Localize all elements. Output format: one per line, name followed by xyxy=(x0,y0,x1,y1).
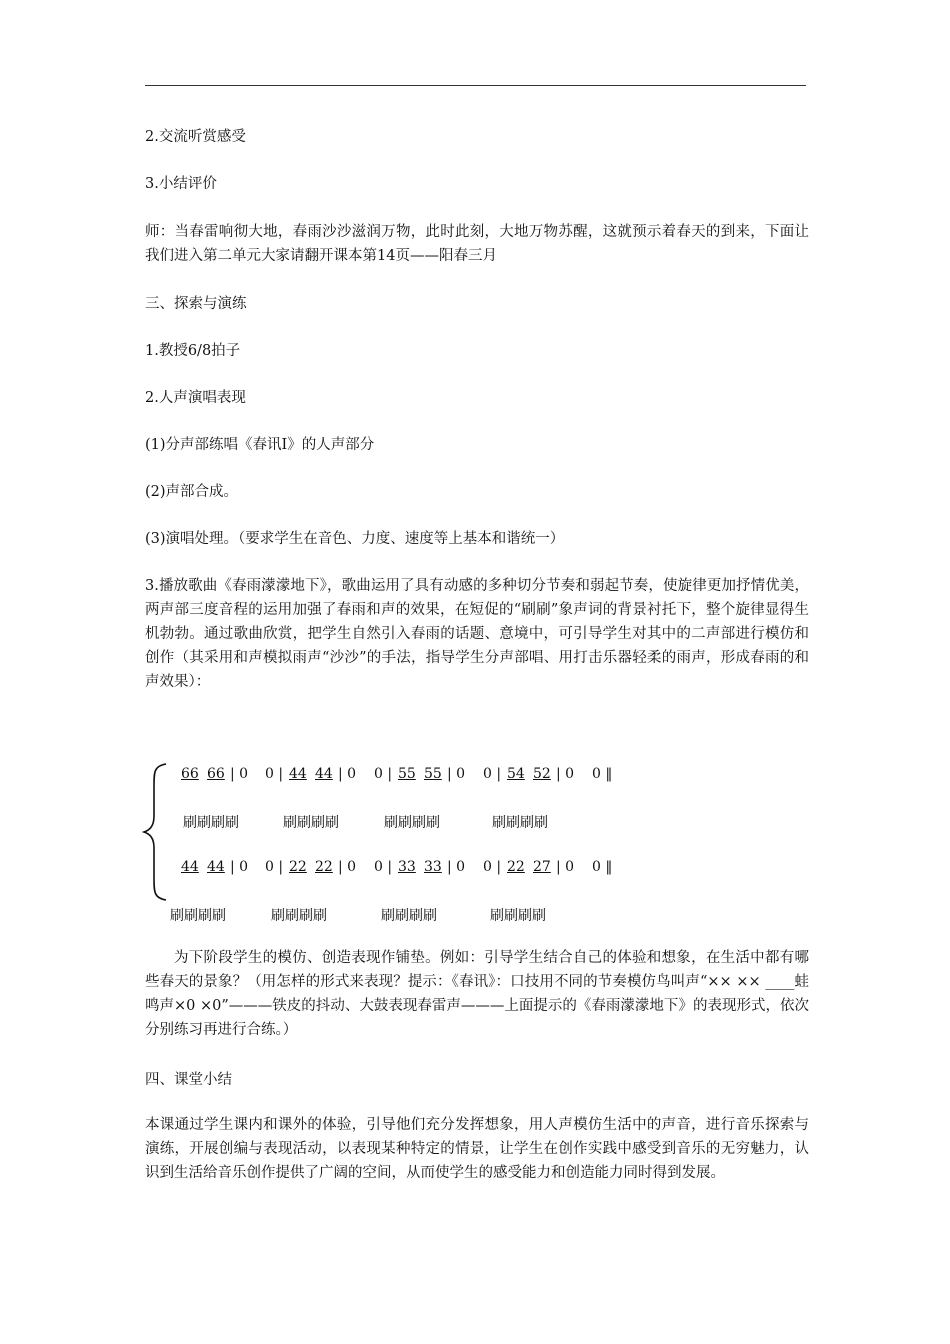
note: 52 xyxy=(533,766,551,782)
note: 55 xyxy=(398,766,416,782)
rest-barline: 0 | xyxy=(483,766,502,782)
barline-rest: | 0 xyxy=(556,859,575,875)
teacher-text: 师：当春雷响彻大地，春雨沙沙滋润万物，此时此刻，大地万物苏醒，这就预示着春天的到来，下面让我们进入第二单元大家请翻开课本第14页——阳春三月 xyxy=(145,224,809,264)
note: 66 xyxy=(181,766,199,782)
song-text: 3.播放歌曲《春雨濛濛地下》，歌曲运用了具有动感的多种切分节奏和弱起节奏，使旋律更加抒情优美，两声部三度音程的运用加强了春雨和声的效果，在短促的“刷刷”象声词的背景衬托下，整个旋律显得生机勃勃。通过歌曲欣赏，把学生自然引入春雨的话题、意境中，可引导学生对其中的二声部进行模仿和创作（其采用和声模拟雨声“沙沙”的手法，指导学生分声部唱、用打击乐器轻柔的雨声，形成春雨的和声效果）： xyxy=(145,578,809,690)
rest-barline: 0 | xyxy=(265,766,284,782)
sub-item-2: (2)声部合成。 xyxy=(145,484,239,500)
lyric: 刷刷刷刷 xyxy=(492,815,548,831)
song-paragraph xyxy=(145,574,809,694)
note: 22 xyxy=(315,859,333,875)
summary-paragraph xyxy=(145,1113,809,1185)
sub-item-1: (1)分声部练唱《春讯Ⅰ》的人声部分 xyxy=(145,437,375,453)
teacher-paragraph xyxy=(145,220,809,268)
rest-barline: 0 | xyxy=(483,859,502,875)
note: 55 xyxy=(424,766,442,782)
lyric: 刷刷刷刷 xyxy=(381,908,437,924)
note: 54 xyxy=(507,766,525,782)
final-barline: 0 ‖ xyxy=(592,859,613,875)
note: 44 xyxy=(181,859,199,875)
note: 33 xyxy=(424,859,442,875)
section-3-heading: 三、探索与演练 xyxy=(145,296,247,312)
rest-barline: 0 | xyxy=(265,859,284,875)
item-3-summary-evaluation: 3.小结评价 xyxy=(145,176,217,192)
final-barline: 0 ‖ xyxy=(592,766,613,782)
lyric: 刷刷刷刷 xyxy=(271,908,327,924)
imitation-text: 为下阶段学生的模仿、创造表现作铺垫。例如：引导学生结合自己的体验和想象，在生活中都有哪些春天的景象？（用怎样的形式来表现？提示：《春讯》：口技用不同的节奏模仿鸟叫声“×× ×× ____蛙鸣声×0 ×0”———铁皮的抖动、大鼓表现春雷声———上面提示的《春雨濛濛地下》的表现形式，依次分别练习再进行合练。） xyxy=(145,950,809,1038)
note: 33 xyxy=(398,859,416,875)
sub-item-3: (3)演唱处理。（要求学生在音色、力度、速度等上基本和谐统一） xyxy=(145,531,565,547)
barline-rest: | 0 xyxy=(338,859,357,875)
note: 44 xyxy=(289,766,307,782)
barline-rest: | 0 xyxy=(338,766,357,782)
note: 66 xyxy=(207,766,225,782)
barline-rest: | 0 xyxy=(447,766,466,782)
barline-rest: | 0 xyxy=(230,766,249,782)
summary-text: 本课通过学生课内和课外的体验，引导他们充分发挥想象，用人声模仿生活中的声音，进行音乐探索与演练，开展创编与表现活动，以表现某种特定的情景，让学生在创作实践中感受到音乐的无穷魅力，认识到生活给音乐创作提供了广阔的空间，从而使学生的感受能力和创造能力同时得到发展。 xyxy=(145,1117,809,1181)
lyric: 刷刷刷刷 xyxy=(384,815,440,831)
lyric: 刷刷刷刷 xyxy=(183,815,239,831)
item-2-listening-feelings: 2.交流听赏感受 xyxy=(145,129,246,145)
section-4-heading: 四、课堂小结 xyxy=(145,1072,232,1088)
lyric: 刷刷刷刷 xyxy=(170,908,226,924)
note: 27 xyxy=(533,859,551,875)
barline-rest: | 0 xyxy=(230,859,249,875)
curly-brace-icon xyxy=(142,762,172,902)
item-2-vocal-performance: 2.人声演唱表现 xyxy=(145,390,246,406)
lyric: 刷刷刷刷 xyxy=(283,815,339,831)
item-1-teach-meter: 1.教授6/8拍子 xyxy=(145,343,241,359)
barline-rest: | 0 xyxy=(447,859,466,875)
note: 44 xyxy=(207,859,225,875)
note: 44 xyxy=(315,766,333,782)
lyric: 刷刷刷刷 xyxy=(490,908,546,924)
barline-rest: | 0 xyxy=(556,766,575,782)
rest-barline: 0 | xyxy=(374,766,393,782)
note: 22 xyxy=(507,859,525,875)
note: 22 xyxy=(289,859,307,875)
imitation-paragraph xyxy=(145,946,809,1042)
rest-barline: 0 | xyxy=(374,859,393,875)
header-rule xyxy=(145,85,806,86)
